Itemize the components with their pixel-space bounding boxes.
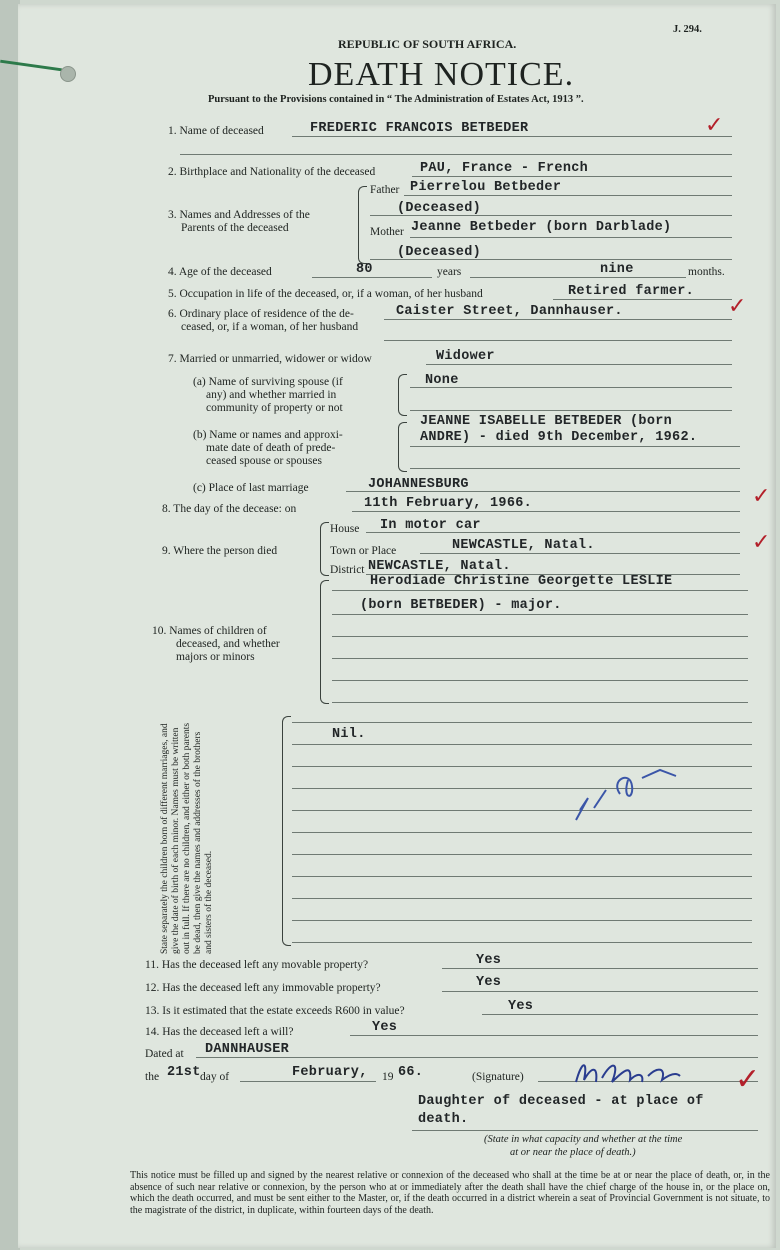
- signature-label: (Signature): [472, 1071, 524, 1083]
- day: 21st: [167, 1065, 201, 1080]
- dated-label: Dated at: [145, 1048, 184, 1060]
- q14-label: 14. Has the deceased left a will?: [145, 1026, 294, 1038]
- immovable-property: Yes: [476, 975, 502, 990]
- q2-label: 2. Birthplace and Nationality of the deceased: [168, 166, 376, 178]
- q10-label-b: deceased, and whether: [176, 638, 280, 650]
- month: February,: [292, 1065, 368, 1080]
- residence: Caister Street, Dannhauser.: [396, 304, 623, 319]
- q9-label: 9. Where the person died: [162, 545, 278, 557]
- q10-label-a: 10. Names of children of: [152, 625, 267, 637]
- house: In motor car: [380, 518, 481, 533]
- town-label: Town or Place: [330, 545, 397, 557]
- left-margin-strip: [0, 0, 20, 1250]
- q7b-label-1: (b) Name or names and approxi-: [193, 429, 343, 441]
- capacity-2: death.: [418, 1112, 469, 1127]
- predeceased-spouse-1: JEANNE ISABELLE BETBEDER (born: [420, 414, 673, 429]
- check-mark: ✓: [752, 484, 771, 509]
- side-value: Nil.: [332, 727, 366, 742]
- check-mark: ✓: [752, 530, 771, 555]
- district-label: District: [330, 564, 365, 576]
- age-years: 80: [356, 262, 373, 277]
- form-number: J. 294.: [673, 24, 702, 35]
- father-label: Father: [370, 184, 400, 196]
- year: 66.: [398, 1065, 424, 1080]
- town: NEWCASTLE, Natal.: [452, 538, 595, 553]
- q10-label-c: majors or minors: [176, 651, 255, 663]
- house-label: House: [330, 523, 360, 535]
- q7b-label-2: mate date of death of prede-: [206, 442, 336, 454]
- father-note: (Deceased): [397, 201, 482, 216]
- q1-label: 1. Name of deceased: [168, 125, 264, 137]
- marital-status: Widower: [436, 349, 495, 364]
- q7b-label-3: ceased spouse or spouses: [206, 455, 322, 467]
- father-name: Pierrelou Betbeder: [410, 180, 562, 195]
- occupation: Retired farmer.: [568, 284, 695, 299]
- left-will: Yes: [372, 1020, 398, 1035]
- brace: [358, 186, 367, 264]
- q12-label: 12. Has the deceased left any immovable property?: [145, 982, 381, 994]
- brace: [398, 374, 407, 416]
- q6-label-b: ceased, or, if a woman, of her husband: [181, 321, 359, 333]
- date-of-death: 11th February, 1966.: [364, 496, 533, 511]
- estate-exceeds: Yes: [508, 999, 534, 1014]
- q4-label: 4. Age of the deceased: [168, 266, 272, 278]
- check-mark: ✓: [705, 113, 724, 138]
- q11-label: 11. Has the deceased left any movable property?: [145, 959, 369, 971]
- capacity-note-1: (State in what capacity and whether at the time: [484, 1134, 683, 1145]
- mother-label: Mother: [370, 226, 404, 238]
- age-months: nine: [600, 262, 634, 277]
- q3-label-b: Parents of the deceased: [181, 222, 289, 234]
- check-mark: ✓: [728, 294, 747, 319]
- predeceased-spouse-2: ANDRE) - died 9th December, 1962.: [420, 430, 698, 445]
- q7a-label-1: (a) Name of surviving spouse (if: [193, 376, 343, 388]
- year-prefix: 19: [382, 1071, 394, 1083]
- children-1: Herodiade Christine Georgette LESLIE: [370, 574, 673, 589]
- mother-note: (Deceased): [397, 245, 482, 260]
- capacity-1: Daughter of deceased - at place of: [418, 1094, 704, 1109]
- q7c-label: (c) Place of last marriage: [193, 482, 309, 494]
- punch-hole: [60, 66, 76, 82]
- deceased-name: FREDERIC FRANCOIS BETBEDER: [310, 121, 529, 136]
- place-of-marriage: JOHANNESBURG: [368, 477, 469, 492]
- dated-place: DANNHAUSER: [205, 1042, 290, 1057]
- page-title: DEATH NOTICE.: [308, 56, 575, 93]
- q5-label: 5. Occupation in life of the deceased, or, if a woman, of her husband: [168, 288, 483, 300]
- q8-label: 8. The day of the decease: on: [162, 503, 297, 515]
- side-note: State separately the children born of different marriages, and give the date of birth of each minor. Names must be written out in full. If there are no children, and either or both parents be dead, then give the names and addresses of the brothers and sisters of the deceased.: [160, 722, 214, 954]
- capacity-note-2: at or near the place of death.): [510, 1147, 636, 1158]
- movable-property: Yes: [476, 953, 502, 968]
- months-label: months.: [688, 266, 725, 278]
- children-2: (born BETBEDER) - major.: [360, 598, 562, 613]
- subtitle: Pursuant to the Provisions contained in “ The Administration of Estates Act, 1913 ”.: [208, 94, 584, 105]
- q3-label-a: 3. Names and Addresses of the: [168, 209, 310, 221]
- signature-scribble: [572, 1056, 682, 1096]
- birthplace: PAU, France - French: [420, 161, 589, 176]
- brace: [320, 522, 329, 576]
- q7a-label-2: any) and whether married in: [206, 389, 337, 401]
- footer-instructions: This notice must be filled up and signed by the nearest relative or connexion of the deceased who shall at the time be at or near the place of death, or, in the absence of such near relative or connexion, by the person who at or immediately after the death shall have the chief charge of the house in, or the place on, which the death occurred, and must be sent either to the Master, or, if the death occurred in a district wherein a seat of Provincial Government is not situate, to the magistrate of the district, in duplicate, within fourteen days of the death.: [130, 1170, 770, 1216]
- brace: [398, 422, 407, 472]
- republic-heading: REPUBLIC OF SOUTH AFRICA.: [338, 37, 517, 51]
- brace: [320, 580, 329, 704]
- q6-label-a: 6. Ordinary place of residence of the de-: [168, 308, 354, 320]
- q13-label: 13. Is it estimated that the estate exceeds R600 in value?: [145, 1005, 405, 1017]
- brace: [282, 716, 291, 946]
- years-label: years: [437, 266, 462, 278]
- q7-label: 7. Married or unmarried, widower or widow: [168, 353, 372, 365]
- day-label: day of: [200, 1071, 230, 1083]
- mother-name: Jeanne Betbeder (born Darblade): [411, 220, 672, 235]
- q7a-label-3: community of property or not: [206, 402, 343, 414]
- surviving-spouse: None: [425, 373, 459, 388]
- check-mark: ✓: [735, 1062, 761, 1097]
- pencil-annotation: [570, 760, 680, 830]
- district: NEWCASTLE, Natal.: [368, 559, 511, 574]
- the-label: the: [145, 1071, 160, 1083]
